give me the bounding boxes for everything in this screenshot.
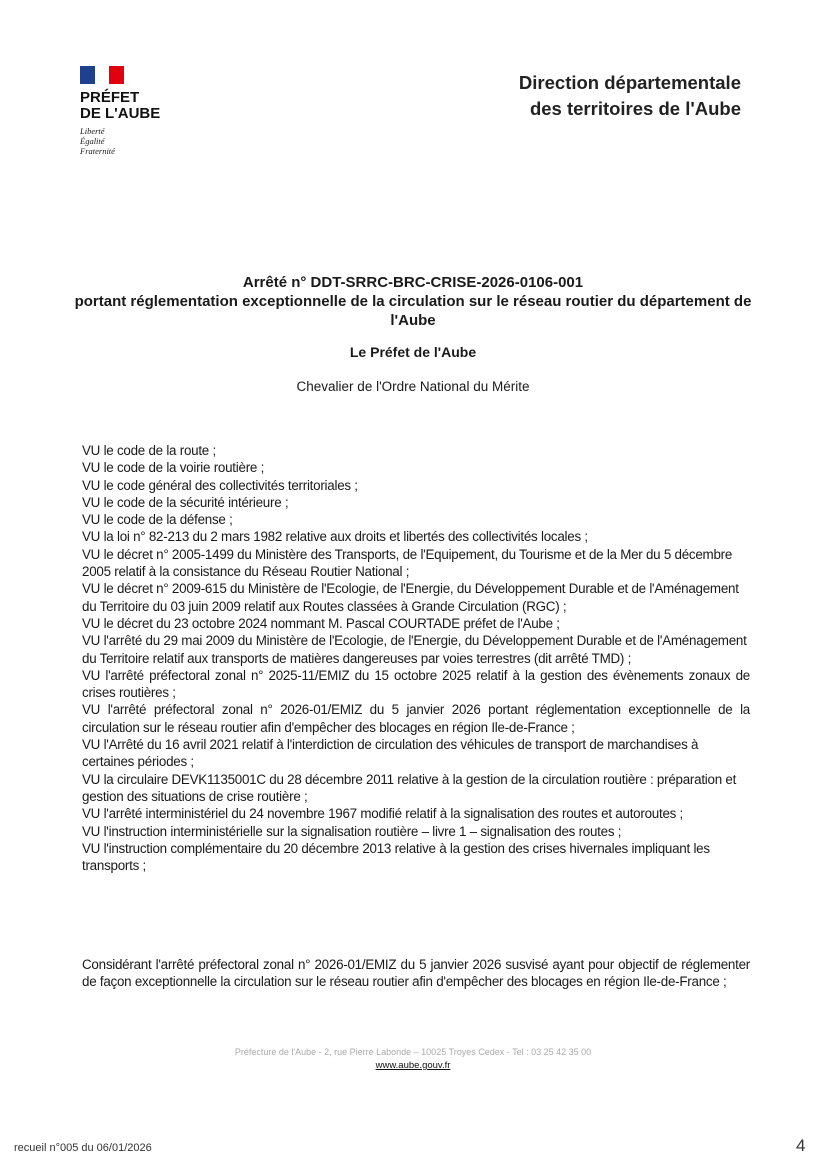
visa-item: VU la circulaire DEVK1135001C du 28 décembre 2011 relative à la gestion de la circulation routière : préparation et gestion des situations de crise routière ;	[82, 771, 737, 804]
visa-item: VU le code de la voirie routière ;	[82, 460, 265, 476]
visa-item: VU le code général des collectivités territoriales ;	[82, 477, 358, 493]
decree-number: Arrêté n° DDT-SRRC-BRC-CRISE-2026-0106-001	[242, 274, 584, 291]
devise-liberte: Liberté	[80, 126, 105, 136]
visa-item: VU l'Arrêté du 16 avril 2021 relatif à l'interdiction de circulation des véhicules de transport de marchandises à certaines périodes ;	[82, 737, 699, 770]
logo-text	[80, 90, 180, 122]
decree-subject: portant réglementation exceptionnelle de la circulation sur le réseau routier du département de l'Aube	[74, 293, 752, 329]
devise-egalite: Égalité	[80, 136, 105, 146]
direction-line2: des territoires de l'Aube	[529, 98, 741, 119]
devise-fraternite: Fraternité	[80, 146, 115, 156]
visa-item: VU l'instruction complémentaire du 20 décembre 2013 relative à la gestion des crises hivernales impliquant les transports ;	[82, 840, 710, 874]
logo-line1: PRÉFET	[80, 89, 140, 106]
visa-item: VU l'instruction interministérielle sur la signalisation routière – livre 1 – signalisation des routes ;	[82, 823, 622, 839]
visas-list	[82, 442, 750, 874]
direction-line1: Direction départementale	[518, 72, 741, 93]
visa-item: VU la loi n° 82-213 du 2 mars 1982 relative aux droits et libertés des collectivités locales ;	[82, 529, 588, 545]
decree-title	[60, 273, 766, 330]
visa-item: VU le décret n° 2009-615 du Ministère de l'Ecologie, de l'Energie, du Développement Durable et de l'Aménagement du Territoire du 03 juin 2009 relatif aux Routes classées à Grande Circulation (RGC) ;	[82, 581, 739, 614]
visa-item: VU l'arrêté préfectoral zonal n° 2025-11/EMIZ du 15 octobre 2025 relatif à la gestion des évènements zonaux de crises routières ;	[82, 667, 750, 701]
visa-item: VU le décret du 23 octobre 2024 nommant M. Pascal COURTADE préfet de l'Aube ;	[82, 615, 560, 631]
footer-address: Préfecture de l'Aube - 2, rue Pierre Labonde – 10025 Troyes Cedex - Tel : 03 25 42 35 00	[234, 1047, 592, 1057]
visa-item: VU l'arrêté interministériel du 24 novembre 1967 modifié relatif à la signalisation des routes et autoroutes ;	[82, 806, 684, 822]
considerant: Considérant l'arrêté préfectoral zonal n° 2026-01/EMIZ du 5 janvier 2026 susvisé ayant pour objectif de réglementer de façon exceptionnelle la circulation sur le réseau routier afin d'empêcher des blocages en région Ile-de-France ;	[82, 957, 750, 990]
visa-item: VU l'arrêté préfectoral zonal n° 2026-01/EMIZ du 5 janvier 2026 portant réglementation exceptionnelle de la circulation sur le réseau routier afin d'empêcher des blocages en région Ile-de-France ;	[82, 702, 750, 735]
visa-item: VU le code de la route ;	[82, 443, 216, 458]
issuing-direction	[519, 70, 741, 122]
signatory: Le Préfet de l'Aube	[349, 344, 477, 360]
distinction: Chevalier de l'Ordre National du Mérite	[296, 379, 530, 394]
page-number: 4	[796, 1136, 806, 1155]
visa-item: VU le code de la défense ;	[82, 512, 233, 528]
marianne-flag-icon	[80, 66, 124, 84]
visa-item: VU le code de la sécurité intérieure ;	[82, 494, 289, 510]
recueil-reference: recueil n°005 du 06/01/2026	[14, 1142, 152, 1154]
devise	[80, 126, 180, 156]
visa-item: VU le décret n° 2005-1499 du Ministère des Transports, de l'Equipement, du Tourisme et de la Mer du 5 décembre 2005 relatif à la consistance du Réseau Routier National ;	[82, 546, 733, 580]
logo-line2: DE L'AUBE	[80, 105, 161, 122]
prefet-logo	[80, 66, 180, 156]
visa-item: VU l'arrêté du 29 mai 2009 du Ministère de l'Ecologie, de l'Energie, du Développement Durable et de l'Aménagement du Territoire relatif aux transports de matières dangereuses par voies terrestres (dit arrêté TMD) ;	[82, 633, 747, 666]
footer-website-link[interactable]: www.aube.gouv.fr	[375, 1060, 451, 1071]
